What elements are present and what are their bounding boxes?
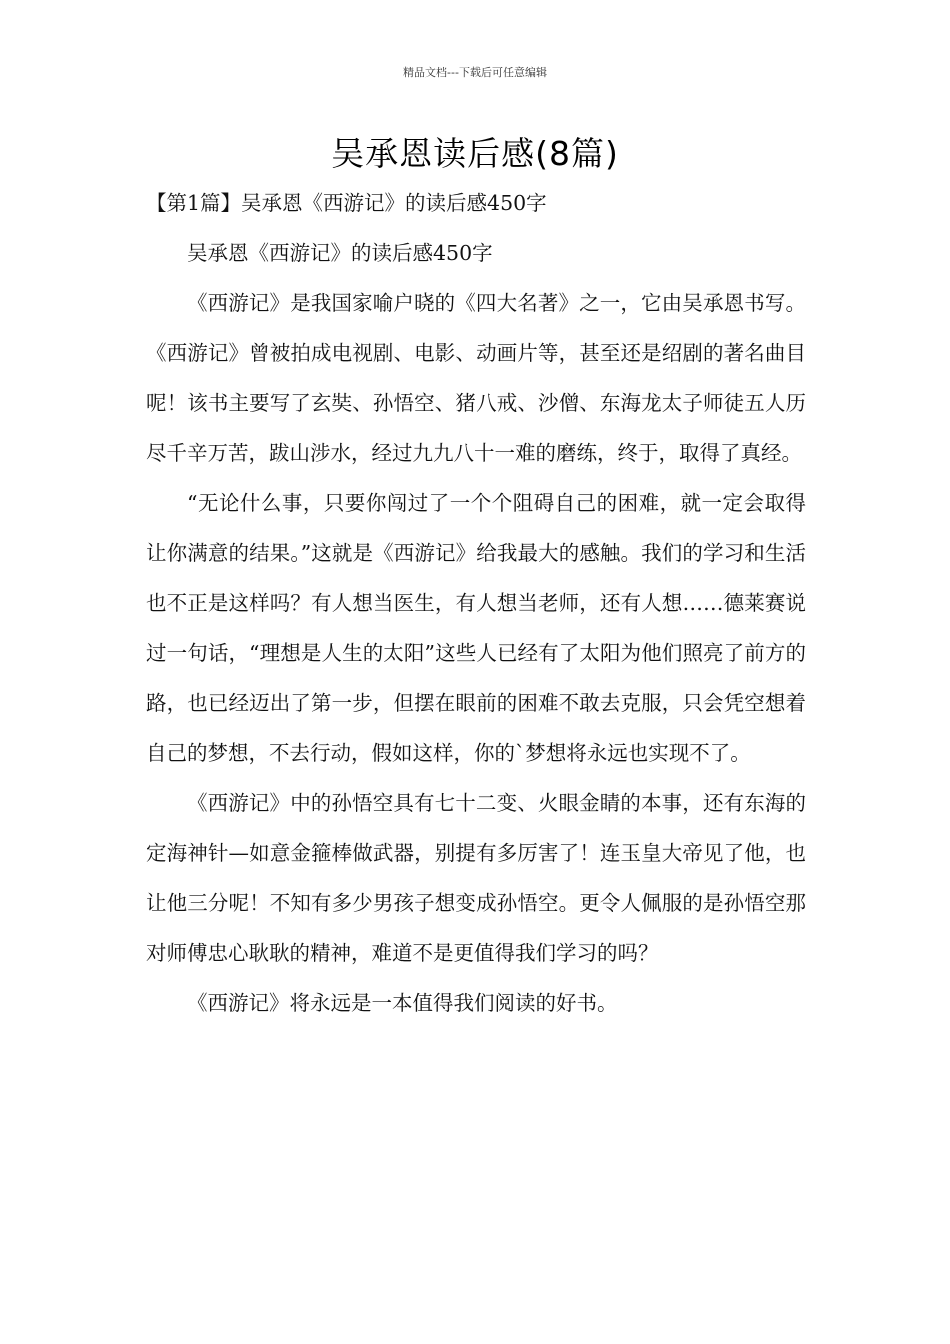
document-body: [146, 178, 806, 1028]
paragraph: 《西游记》是我国家喻户晓的《四大名著》之一，它由吴承恩书写。《西游记》曾被拍成电视剧、电影、动画片等，甚至还是绍剧的著名曲目呢！该书主要写了玄奘、孙悟空、猪八戒、沙僧、东海龙太子师徒五人历尽千辛万苦，跋山涉水，经过九九八十一难的磨练，终于，取得了真经。: [146, 291, 806, 465]
page-header: 精品文档---下载后可任意编辑: [403, 66, 547, 79]
document-title: 吴承恩读后感(8篇): [331, 134, 619, 173]
paragraph: 《西游记》将永远是一本值得我们阅读的好书。: [187, 991, 618, 1015]
paragraph: “无论什么事，只要你闯过了一个个阻碍自己的困难，就一定会取得让你满意的结果。”这就是《西游记》给我最大的感触。我们的学习和生活也不正是这样吗？有人想当医生，有人想当老师，还有人想……德莱赛说过一句话，“理想是人生的太阳”这些人已经有了太阳为他们照亮了前方的路，也已经迈出了第一步，但摆在眼前的困难不敢去克服，只会凭空想着自己的梦想，不去行动，假如这样，你的`梦想将永远也实现不了。: [146, 491, 806, 765]
section-heading: 【第1篇】吴承恩《西游记》的读后感450字: [146, 191, 547, 215]
paragraph: 《西游记》中的孙悟空具有七十二变、火眼金睛的本事，还有东海的定海神针—如意金箍棒做武器，别提有多厉害了！连玉皇大帝见了他，也让他三分呢！不知有多少男孩子想变成孙悟空。更令人佩服的是孙悟空那对师傅忠心耿耿的精神，难道不是更值得我们学习的吗？: [146, 791, 806, 965]
paragraph-subtitle: 吴承恩《西游记》的读后感450字: [187, 241, 493, 265]
